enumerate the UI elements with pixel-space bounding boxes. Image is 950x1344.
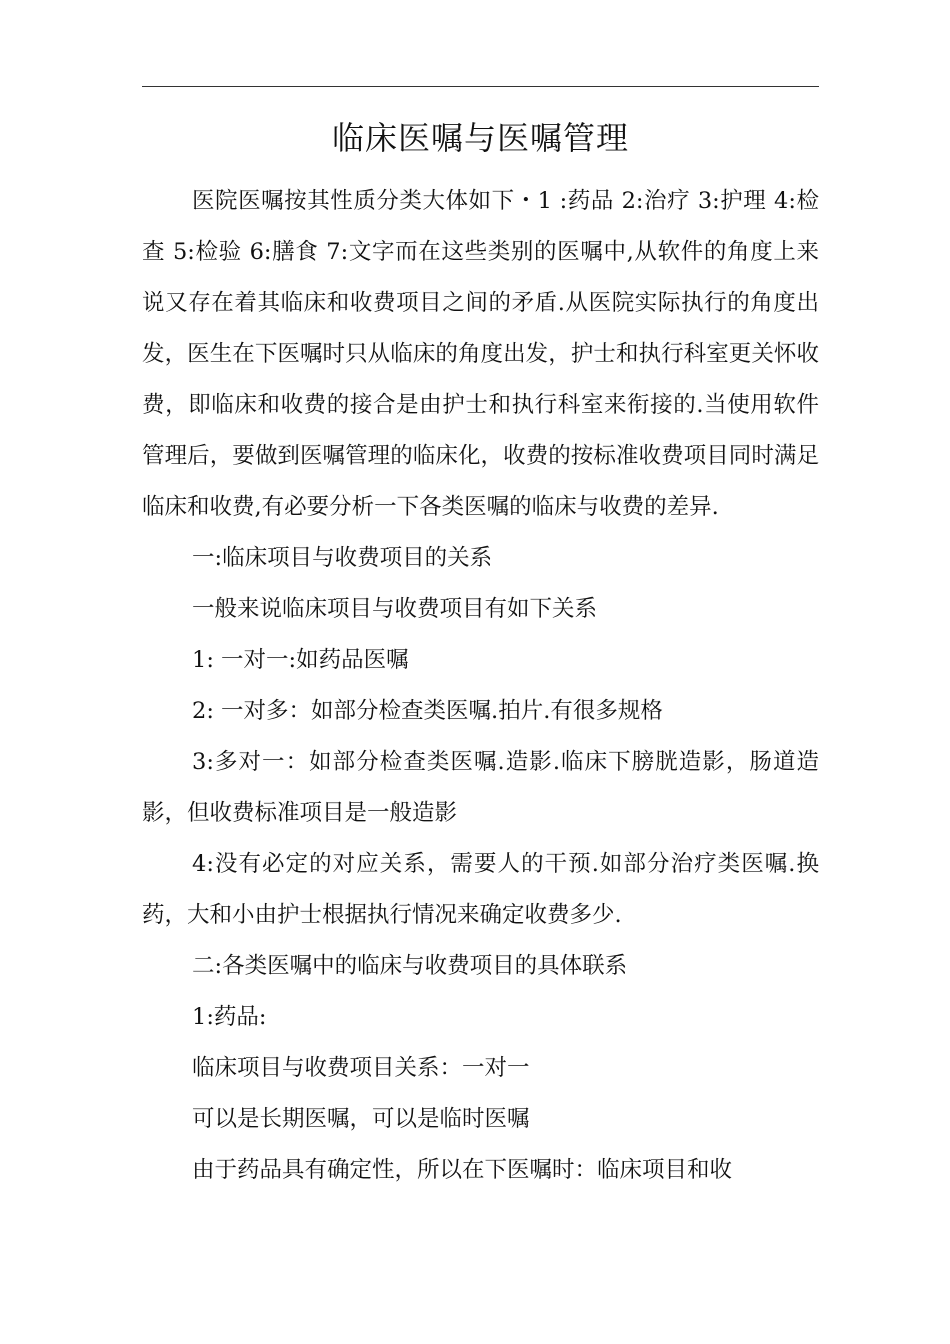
section-heading-1: 一:临床项目与收费项目的关系 [192,545,493,571]
header-rule [142,86,819,87]
list-item: 4:没有必定的对应关系，需要人的干预.如部分治疗类医嘱.换药，大和小由护士根据执行情况来确定收费多少. [142,851,819,928]
list-item: 2: 一对多：如部分检查类医嘱.拍片.有很多规格 [192,698,663,724]
list-item: 3:多对一：如部分检查类医嘱.造影.临床下膀胱造影，肠道造影，但收费标准项目是一般造影 [142,749,819,826]
subsection-heading: 1:药品: [192,1004,267,1030]
page-title: 临床医嘱与医嘱管理 [331,119,629,157]
paragraph: 由于药品具有确定性，所以在下医嘱时：临床项目和收 [192,1157,733,1183]
list-item: 1: 一对一:如药品医嘱 [192,647,409,673]
document-body [142,176,819,1196]
section-heading-2: 二:各类医嘱中的临床与收费项目的具体联系 [192,953,628,979]
paragraph: 可以是长期医嘱，可以是临时医嘱 [192,1106,530,1132]
paragraph: 一般来说临床项目与收费项目有如下关系 [192,596,598,622]
paragraph: 临床项目与收费项目关系：一对一 [192,1055,530,1081]
paragraph-intro: 医院医嘱按其性质分类大体如下・1 :药品 2:治疗 3:护理 4:检查 5:检验 6:膳食 7:文字而在这些类别的医嘱中,从软件的角度上来说又存在着其临床和收费项目之间的矛盾.从医院实际执行的角度出发，医生在下医嘱时只从临床的角度出发，护士和执行科室更关怀收费，即临床和收费的接合是由护士和执行科室来衔接的.当使用软件管理后，要做到医嘱管理的临床化，收费的按标准收费项目同时满足临床和收费,有必要分析一下各类医嘱的临床与收费的差异. [142,188,819,520]
